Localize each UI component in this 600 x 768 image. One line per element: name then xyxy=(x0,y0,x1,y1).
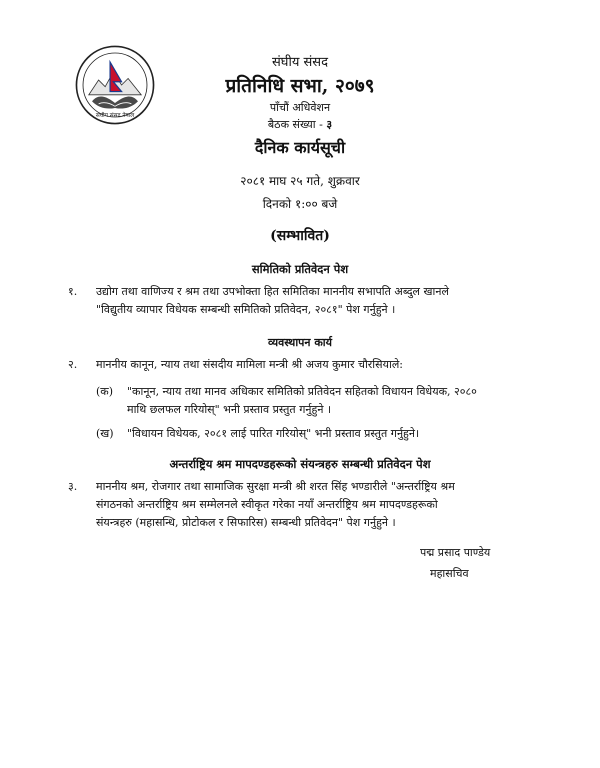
signatory-name: पद्म प्रसाद पाण्डेय xyxy=(420,546,491,559)
item-line: माननीय श्रम, रोजगार तथा सामाजिक सुरक्षा मन्त्री श्री शरत सिंह भण्डारीले "अन्तर्राष्ट्रिय श्रम xyxy=(96,480,455,493)
section-heading: व्यवस्थापन कार्य xyxy=(267,336,333,349)
agenda-status: (सम्भावित) xyxy=(270,228,330,244)
item-line: माननीय कानून, न्याय तथा संसदीय मामिला मन्त्री श्री अजय कुमार चौरसियाले: xyxy=(96,358,403,371)
emblem-text: संघीय संसद नेपाल xyxy=(95,112,135,119)
item-line: संयन्त्रहरु (महासन्धि, प्रोटोकल र सिफारिस) सम्बन्धी प्रतिवेदन" पेश गर्नुहुने । xyxy=(96,516,396,529)
federal-parliament-title: संघीय संसद xyxy=(272,55,328,70)
item-line: "विद्युतीय व्यापार विधेयक सम्बन्धी समितिको प्रतिवेदन, २०८१" पेश गर्नुहुने । xyxy=(96,303,396,316)
meeting-number-value: ३ xyxy=(326,118,333,131)
signatory-title: महासचिव xyxy=(430,567,469,580)
sub-item-label: (ख) xyxy=(96,427,114,440)
agenda-title: दैनिक कार्यसूची xyxy=(254,138,346,157)
item-text xyxy=(96,478,540,532)
sub-item-line: माथि छलफल गरियोस्" भनी प्रस्ताव प्रस्तुत गर्नुहुने । xyxy=(127,403,332,416)
meeting-number xyxy=(0,117,600,132)
item-line: उद्योग तथा वाणिज्य र श्रम तथा उपभोक्ता हित समितिका माननीय सभापति अब्दुल खानले xyxy=(96,285,449,298)
section-heading: अन्तर्राष्ट्रिय श्रम मापदण्डहरूको संयन्त्रहरु सम्बन्धी प्रतिवेदन पेश xyxy=(169,457,431,471)
house-title: प्रतिनिधि सभा, २०७९ xyxy=(225,75,375,97)
meeting-time: दिनको १:०० बजे xyxy=(262,197,338,211)
item-number: १. xyxy=(68,285,78,298)
sub-item-text xyxy=(127,383,540,419)
section-heading: समितिको प्रतिवेदन पेश xyxy=(251,262,349,276)
meeting-number-prefix: बैठक संख्या - xyxy=(267,118,327,131)
item-line: संगठनको अन्तर्राष्ट्रिय श्रम सम्मेलनले स्वीकृत गरेका नयाँ अन्तर्राष्ट्रिय श्रम मापदण्डहरूको xyxy=(96,498,438,511)
item-text xyxy=(96,283,540,319)
item-number: ३. xyxy=(68,480,78,493)
item-number: २. xyxy=(68,358,78,371)
session-label: पाँचौं अधिवेशन xyxy=(269,101,331,114)
meeting-date: २०८१ माघ २५ गते, शुक्रवार xyxy=(240,174,360,188)
sub-item-label: (क) xyxy=(96,385,114,398)
sub-item-line: "कानून, न्याय तथा मानव अधिकार समितिको प्रतिवेदन सहितको विधायन विधेयक, २०८० xyxy=(127,385,477,398)
sub-item-line: "विधायन विधेयक, २०८१ लाई पारित गरियोस्" भनी प्रस्ताव प्रस्तुत गर्नुहुने। xyxy=(127,427,420,440)
